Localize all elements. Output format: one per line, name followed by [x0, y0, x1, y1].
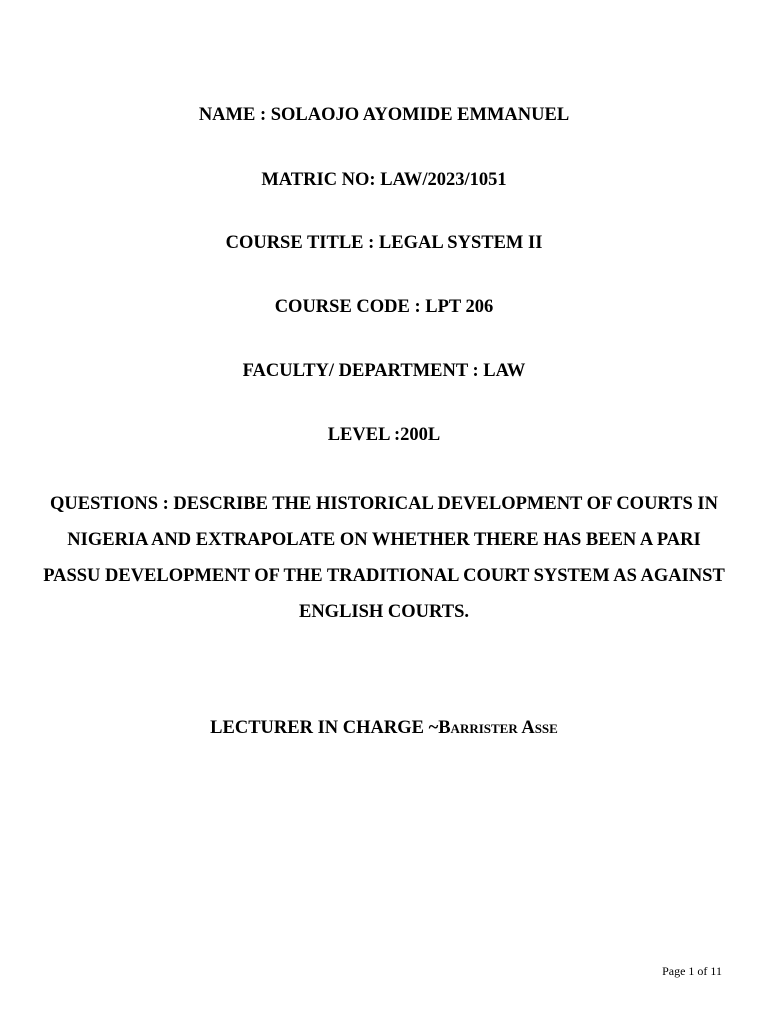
course-code: COURSE CODE : LPT 206 [274, 297, 494, 317]
lecturer-in-charge [0, 717, 768, 739]
faculty-department: FACULTY/ DEPARTMENT : LAW [242, 361, 526, 381]
course-title: COURSE TITLE : LEGAL SYSTEM II [225, 233, 543, 253]
question-text: QUESTIONS : DESCRIBE THE HISTORICAL DEVELOPMENT OF COURTS IN NIGERIA AND EXTRAPOLATE ON WHETHER THERE HAS BEEN A PARI PASSU DEVELOPMENT OF THE TRADITIONAL COURT SYSTEM AS AGAINST ENGLISH COURTS. [43, 494, 725, 622]
student-name: NAME : SOLAOJO AYOMIDE EMMANUEL [198, 105, 570, 125]
lecturer-prefix: LECTURER IN CHARGE ~ [210, 718, 439, 738]
matric-number: MATRIC NO: LAW/2023/1051 [261, 170, 507, 190]
page-number: Page 1 of 11 [662, 964, 722, 978]
lecturer-name: Barrister Asse [438, 718, 558, 738]
level: LEVEL :200L [327, 425, 441, 445]
